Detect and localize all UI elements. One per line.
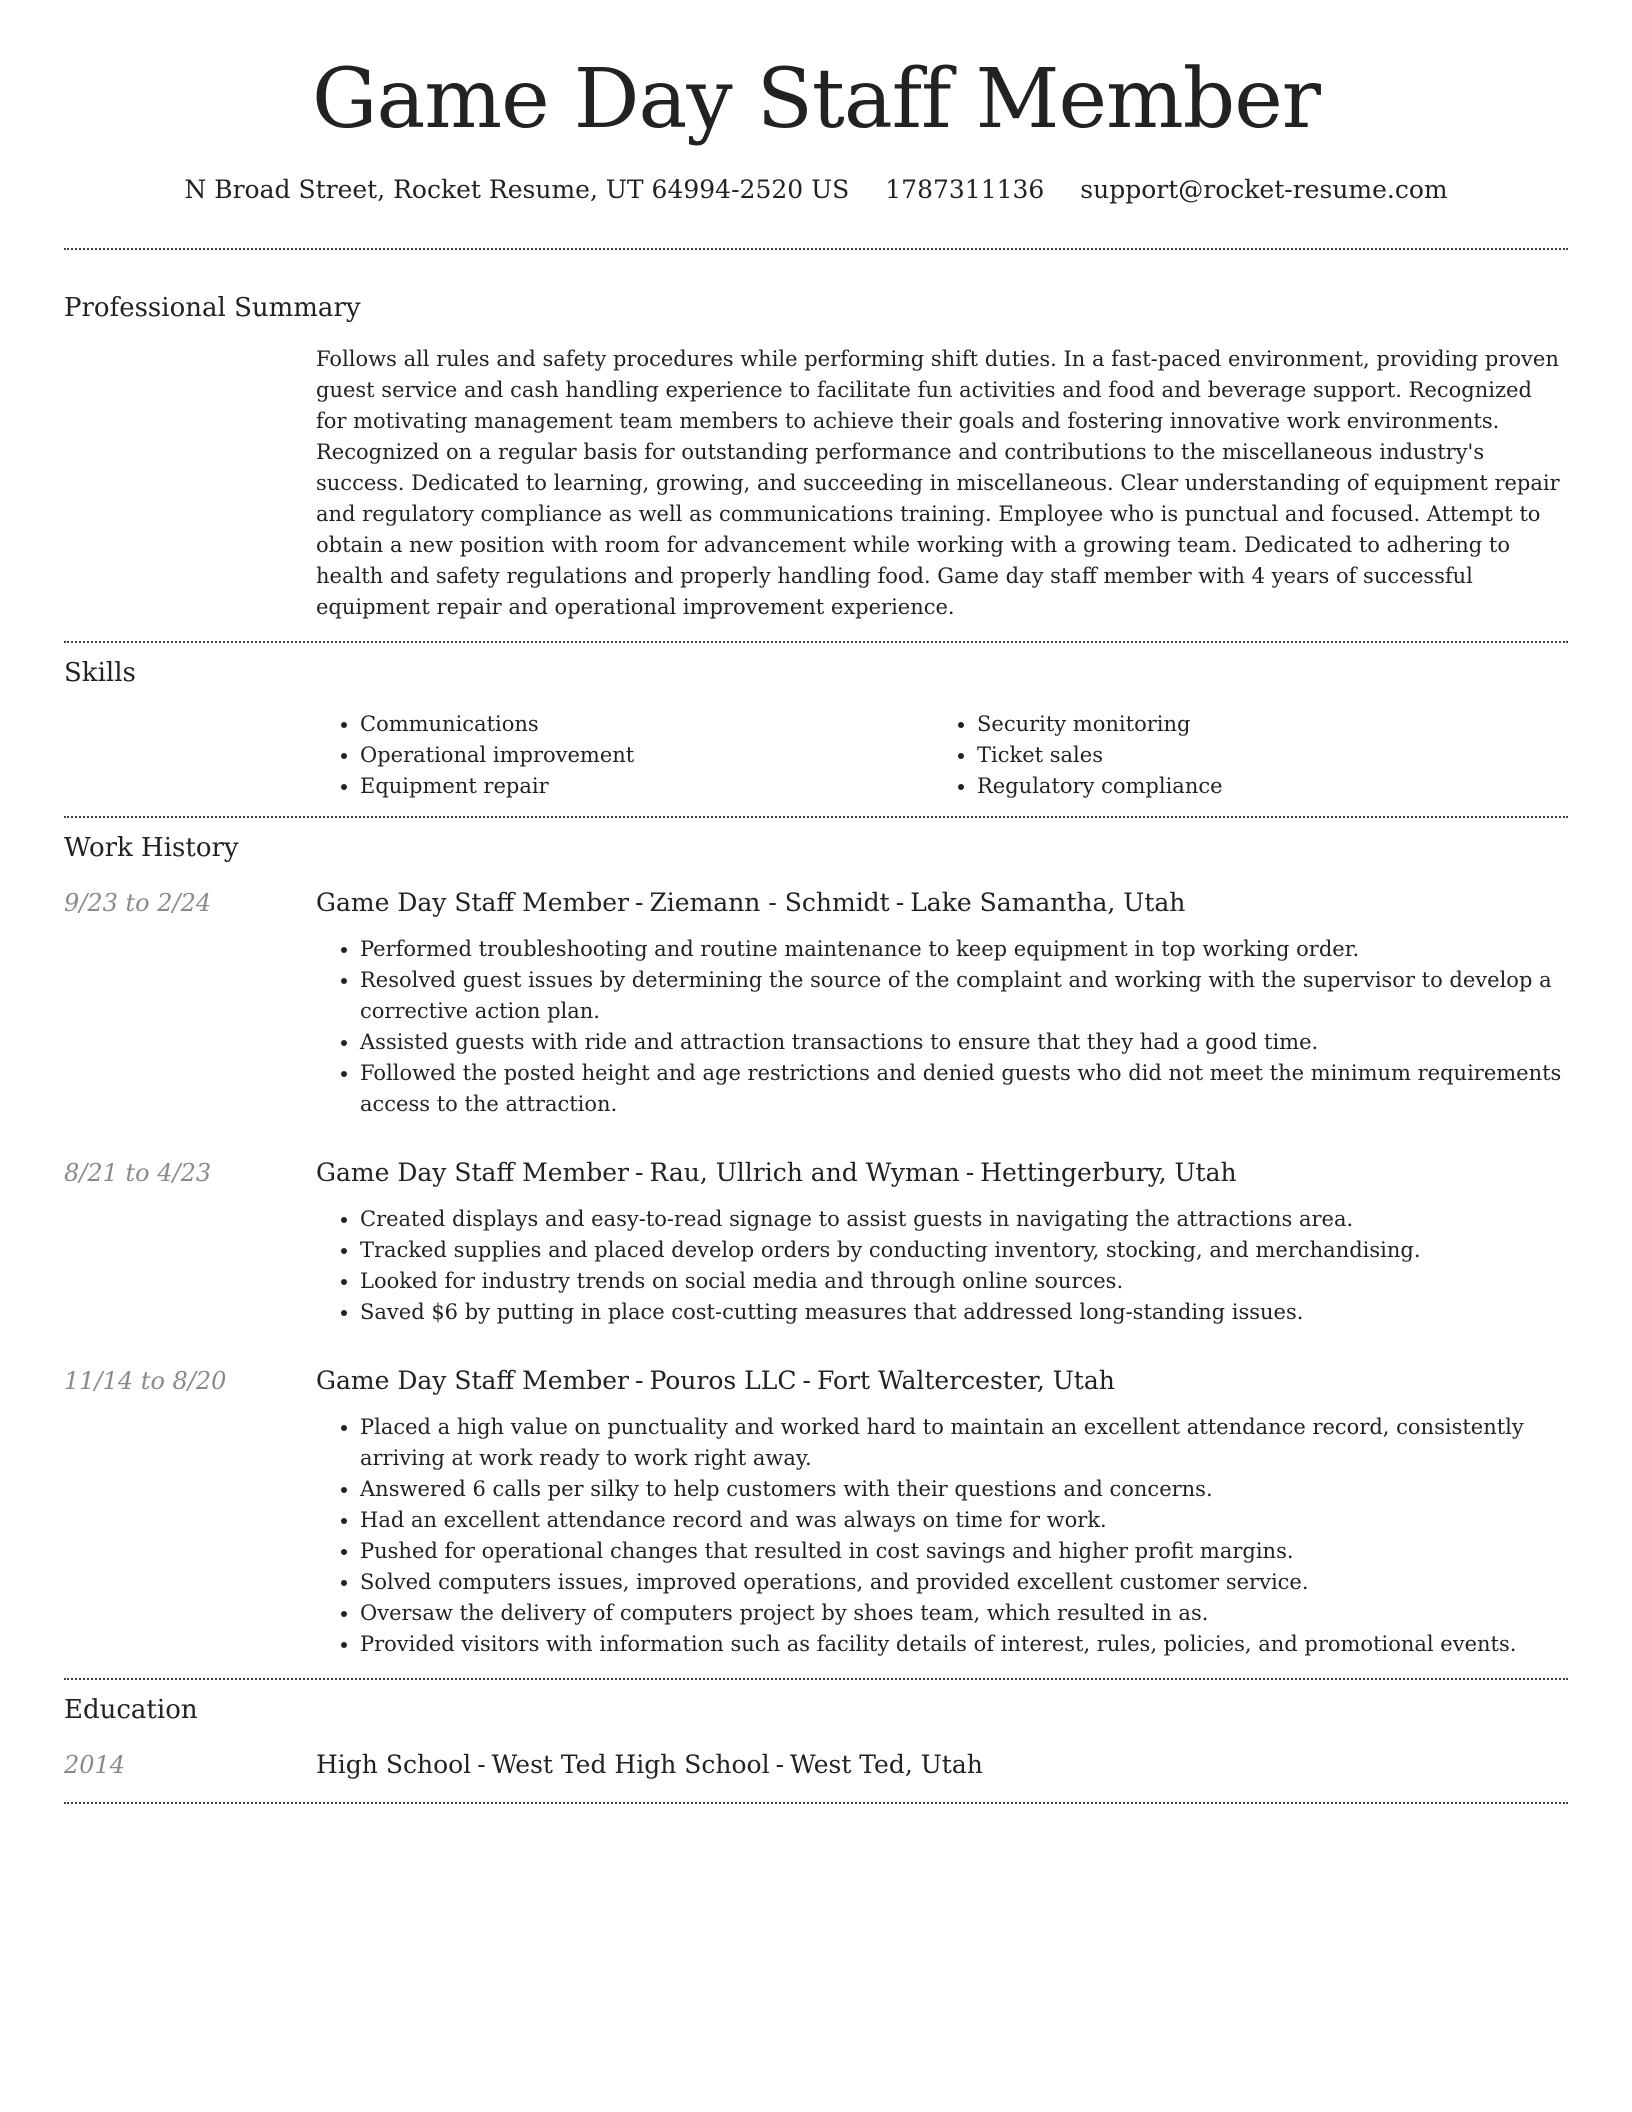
job-bullet: • Oversaw the delivery of computers project by shoes team, which resulted in as. [360, 1598, 1568, 1629]
job-bullet: • Placed a high value on punctuality and worked hard to maintain an excellent attendance record, consistently arriving at work ready to work right away. [360, 1412, 1568, 1474]
job-bullet: • Tracked supplies and placed develop orders by conducting inventory, stocking, and merchandising. [360, 1235, 1568, 1266]
contact-line [64, 172, 1568, 208]
job-bullet: • Provided visitors with information such as facility details of interest, rules, policies, and promotional events. [360, 1629, 1568, 1660]
job-bullet: • Looked for industry trends on social media and through online sources. [360, 1266, 1568, 1297]
job-dates: 9/23 to 2/24 [64, 889, 212, 917]
job-location: Fort Waltercester, Utah [816, 1366, 1115, 1395]
job-company: Ziemann - Schmidt [649, 888, 890, 917]
job-details [316, 1364, 1568, 1660]
resume-page [64, 0, 1568, 1804]
divider [64, 1802, 1568, 1804]
skills-section [64, 643, 1568, 802]
job-bullets [316, 1412, 1568, 1660]
job-company: Rau, Ullrich and Wyman [649, 1158, 960, 1187]
section-title-summary: Professional Summary [64, 293, 361, 323]
education-degree: High School [316, 1750, 472, 1779]
job-title: Game Day Staff Member [316, 1366, 629, 1395]
education-details [316, 1748, 1568, 1782]
education-school: West Ted High School [491, 1750, 770, 1779]
skill-item: • Equipment repair [360, 771, 933, 802]
contact-phone: 1787311136 [885, 175, 1045, 204]
job-title: Game Day Staff Member [316, 888, 629, 917]
job-heading: Game Day Staff Member - Ziemann - Schmidt - Lake Samantha, Utah [316, 888, 1186, 917]
job-bullet: • Performed troubleshooting and routine maintenance to keep equipment in top working order. [360, 934, 1568, 965]
skills-list-left [316, 709, 933, 802]
skill-item: • Communications [360, 709, 933, 740]
education-year: 2014 [64, 1751, 126, 1779]
job-details [316, 1156, 1568, 1328]
job-dates: 11/14 to 8/20 [64, 1367, 227, 1395]
summary-body [316, 344, 1568, 623]
job-entry [64, 1364, 1568, 1660]
job-heading: Game Day Staff Member - Rau, Ullrich and Wyman - Hettingerbury, Utah [316, 1158, 1237, 1187]
job-bullet: • Had an excellent attendance record and was always on time for work. [360, 1505, 1568, 1536]
summary-section [64, 250, 1568, 623]
education-heading: High School - West Ted High School - West Ted, Utah [316, 1750, 983, 1779]
job-title: Game Day Staff Member [316, 1158, 629, 1187]
job-bullet: • Assisted guests with ride and attraction transactions to ensure that they had a good time. [360, 1027, 1568, 1058]
section-title-skills: Skills [64, 658, 136, 688]
contact-address: N Broad Street, Rocket Resume, UT 64994-2520 US [184, 175, 850, 204]
summary-text: Follows all rules and safety procedures while performing shift duties. In a fast-paced environment, providing proven guest service and cash handling experience to facilitate fun activities and food and beverage support. Recognized for motivating management team members to achieve their goals and fostering innovative work environments. Recognized on a regular basis for outstanding performance and contributions to the miscellaneous industry's success. Dedicated to learning, growing, and succeeding in miscellaneous. Clear understanding of equipment repair and regulatory compliance as well as communications training. Employee who is punctual and focused. Attempt to obtain a new position with room for advancement while working with a growing team. Dedicated to adhering to health and safety regulations and properly handling food. Game day staff member with 4 years of successful equipment repair and operational improvement experience. [316, 347, 1560, 619]
job-bullet: • Solved computers issues, improved operations, and provided excellent customer service. [360, 1567, 1568, 1598]
section-title-work: Work History [64, 833, 239, 863]
job-dates: 8/21 to 4/23 [64, 1159, 212, 1187]
skills-grid [316, 709, 1568, 802]
job-bullet: • Followed the posted height and age restrictions and denied guests who did not meet the minimum requirements access to the attraction. [360, 1058, 1568, 1120]
job-bullet: • Answered 6 calls per silky to help customers with their questions and concerns. [360, 1474, 1568, 1505]
job-location: Lake Samantha, Utah [910, 888, 1186, 917]
job-bullet: • Resolved guest issues by determining the source of the complaint and working with the supervisor to develop a corrective action plan. [360, 965, 1568, 1027]
skill-item: • Regulatory compliance [977, 771, 1550, 802]
job-details [316, 886, 1568, 1120]
education-location: West Ted, Utah [790, 1750, 983, 1779]
contact-email: support@rocket-resume.com [1080, 175, 1448, 204]
job-location: Hettingerbury, Utah [980, 1158, 1237, 1187]
work-section [64, 818, 1568, 1660]
job-bullet: • Created displays and easy-to-read signage to assist guests in navigating the attractions area. [360, 1204, 1568, 1235]
job-entry [64, 1156, 1568, 1328]
job-bullets [316, 1204, 1568, 1328]
job-heading: Game Day Staff Member - Pouros LLC - Fort Waltercester, Utah [316, 1366, 1115, 1395]
skills-list-right [933, 709, 1550, 802]
resume-header [64, 0, 1568, 208]
education-entry [64, 1748, 1568, 1782]
job-bullet: • Saved $6 by putting in place cost-cutting measures that addressed long-standing issues. [360, 1297, 1568, 1328]
candidate-name: Game Day Staff Member [311, 52, 1320, 147]
job-bullet: • Pushed for operational changes that resulted in cost savings and higher profit margins. [360, 1536, 1568, 1567]
skill-item: • Security monitoring [977, 709, 1550, 740]
job-bullets [316, 934, 1568, 1120]
job-entry [64, 886, 1568, 1120]
skill-item: • Operational improvement [360, 740, 933, 771]
section-title-education: Education [64, 1695, 198, 1725]
job-company: Pouros LLC [649, 1366, 797, 1395]
skill-item: • Ticket sales [977, 740, 1550, 771]
education-section [64, 1680, 1568, 1782]
